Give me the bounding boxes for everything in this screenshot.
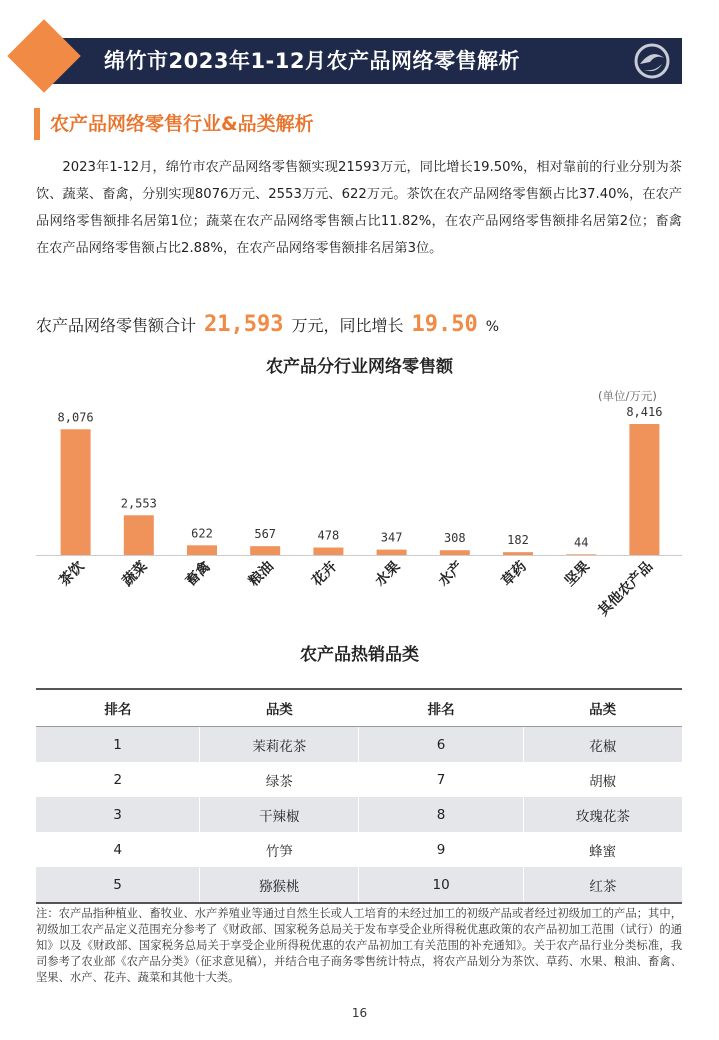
- rank-cell: 2: [113, 771, 123, 788]
- bar-6: [440, 550, 470, 555]
- bar-value-label: 182: [507, 533, 529, 548]
- chart-title: 农产品分行业网络零售额: [266, 357, 453, 377]
- rank-cell: 5: [36, 867, 200, 903]
- bar-value-label: 567: [254, 527, 277, 542]
- bar-chart: [36, 400, 682, 635]
- category-tick-label: 其他农产品: [595, 558, 657, 620]
- bar-4: [313, 548, 343, 555]
- category-cell: 花椒: [523, 727, 682, 763]
- bar-1: [124, 515, 154, 555]
- header-rank: 排名: [359, 689, 523, 727]
- category-tick-label: 茶饮: [56, 558, 88, 590]
- category-tick-label: 畜禽: [182, 558, 214, 590]
- rank-cell: 3: [36, 797, 200, 832]
- table-row: [36, 762, 682, 797]
- category-tick-label: 水产: [435, 558, 467, 590]
- summary-prefix: 农产品网络零售额合计: [36, 316, 197, 335]
- table-header-row: [36, 689, 682, 727]
- table-row: [36, 867, 682, 903]
- table-title: 农产品热销品类: [300, 645, 419, 665]
- header-category: 品类: [523, 689, 682, 727]
- bar-value-label: 308: [443, 531, 466, 546]
- bar-value-label: 8,416: [626, 405, 663, 419]
- rank-cell: 1: [36, 727, 200, 763]
- company-logo-icon: [632, 42, 672, 80]
- bar-3: [250, 546, 280, 555]
- header-category: 品类: [200, 689, 359, 727]
- bar-9: [629, 424, 659, 555]
- category-cell: 干辣椒: [200, 797, 359, 832]
- category-cell: 胡椒: [589, 773, 617, 790]
- summary-growth: 19.50: [411, 312, 478, 337]
- bar-7: [503, 552, 533, 555]
- category-cell: 绿茶: [265, 773, 293, 790]
- chart-unit-label: (单位/万元): [598, 389, 657, 403]
- bar-value-label: 622: [191, 526, 213, 541]
- page-title: 绵竹市2023年1-12月农产品网络零售解析: [104, 49, 520, 73]
- rank-cell: 10: [359, 867, 523, 903]
- summary-line: [36, 308, 499, 344]
- category-tick-label: 粮油: [245, 558, 278, 590]
- section-marker: [34, 108, 40, 140]
- category-tick-label: 蔬菜: [119, 558, 151, 590]
- rank-cell: 7: [436, 771, 446, 788]
- bar-value-label: 347: [380, 530, 403, 545]
- body-paragraph: 2023年1-12月，绵竹市农产品网络零售额实现21593万元，同比增长19.50%，相对靠前的行业分别为茶饮、蔬菜、畜禽，分别实现8076万元、2553万元、622万元。茶饮在农产品网络零售额占比37.40%，在农产品网络零售额排名居第1位；蔬菜在农产品网络零售额占比11.82%，在农产品网络零售额排名居第2位；畜禽在农产品网络零售额占比2.88%，在农产品网络零售额排名居第3位。: [36, 160, 682, 256]
- category-cell: 猕猴桃: [200, 867, 359, 903]
- category-tick-label: 坚果: [561, 558, 594, 590]
- rank-cell: 4: [113, 841, 123, 858]
- table-row: [36, 727, 682, 763]
- bar-value-label: 8,076: [57, 410, 94, 425]
- category-cell: 竹笋: [265, 843, 293, 860]
- bar-8: [566, 554, 596, 555]
- rank-cell: 8: [359, 797, 523, 832]
- category-tick-label: 水果: [372, 558, 404, 590]
- bar-2: [187, 545, 217, 555]
- page-number: 16: [351, 1006, 368, 1020]
- bar-5: [377, 550, 407, 555]
- summary-total: 21,593: [204, 312, 284, 337]
- category-tick-label: 花卉: [309, 558, 341, 590]
- bar-0: [61, 429, 91, 555]
- header-rank: 排名: [36, 689, 200, 727]
- table-row: [36, 797, 682, 832]
- category-cell: 蜂蜜: [589, 843, 617, 860]
- category-cell: 茉莉花茶: [200, 727, 359, 763]
- hot-categories-table: [36, 688, 682, 904]
- bar-value-label: 44: [573, 535, 589, 550]
- category-cell: 玫瑰花茶: [523, 797, 682, 832]
- rank-cell: 6: [359, 727, 523, 763]
- bar-value-label: 478: [317, 528, 340, 543]
- summary-pct: %: [485, 319, 500, 335]
- bar-value-label: 2,553: [120, 496, 157, 511]
- rank-cell: 9: [436, 841, 446, 858]
- category-cell: 红茶: [523, 867, 682, 903]
- section-title: 农产品网络零售行业&品类解析: [50, 113, 314, 135]
- table-row: [36, 832, 682, 867]
- footnote: 注：农产品指种植业、畜牧业、水产养殖业等通过自然生长或人工培育的未经过加工的初级产品或者经过初级加工的产品；其中，初级加工农产品定义范围充分参考了《财政部、国家税务总局关于发布享受企业所得税优惠政策的农产品初加工范围（试行）的通知》以及《财政部、国家税务总局关于享受企业所得税优惠的农产品初加工有关范围的补充通知》。关于农产品行业分类标准，我司参考了农业部《农产品分类》（征求意见稿），并结合电子商务零售统计特点，将农产品划分为茶饮、草药、水果、粮油、畜禽、坚果、水产、花卉、蔬菜和其他十大类。: [36, 907, 682, 984]
- summary-unit: 万元，同比增长: [291, 316, 404, 335]
- category-tick-label: 草药: [498, 558, 530, 590]
